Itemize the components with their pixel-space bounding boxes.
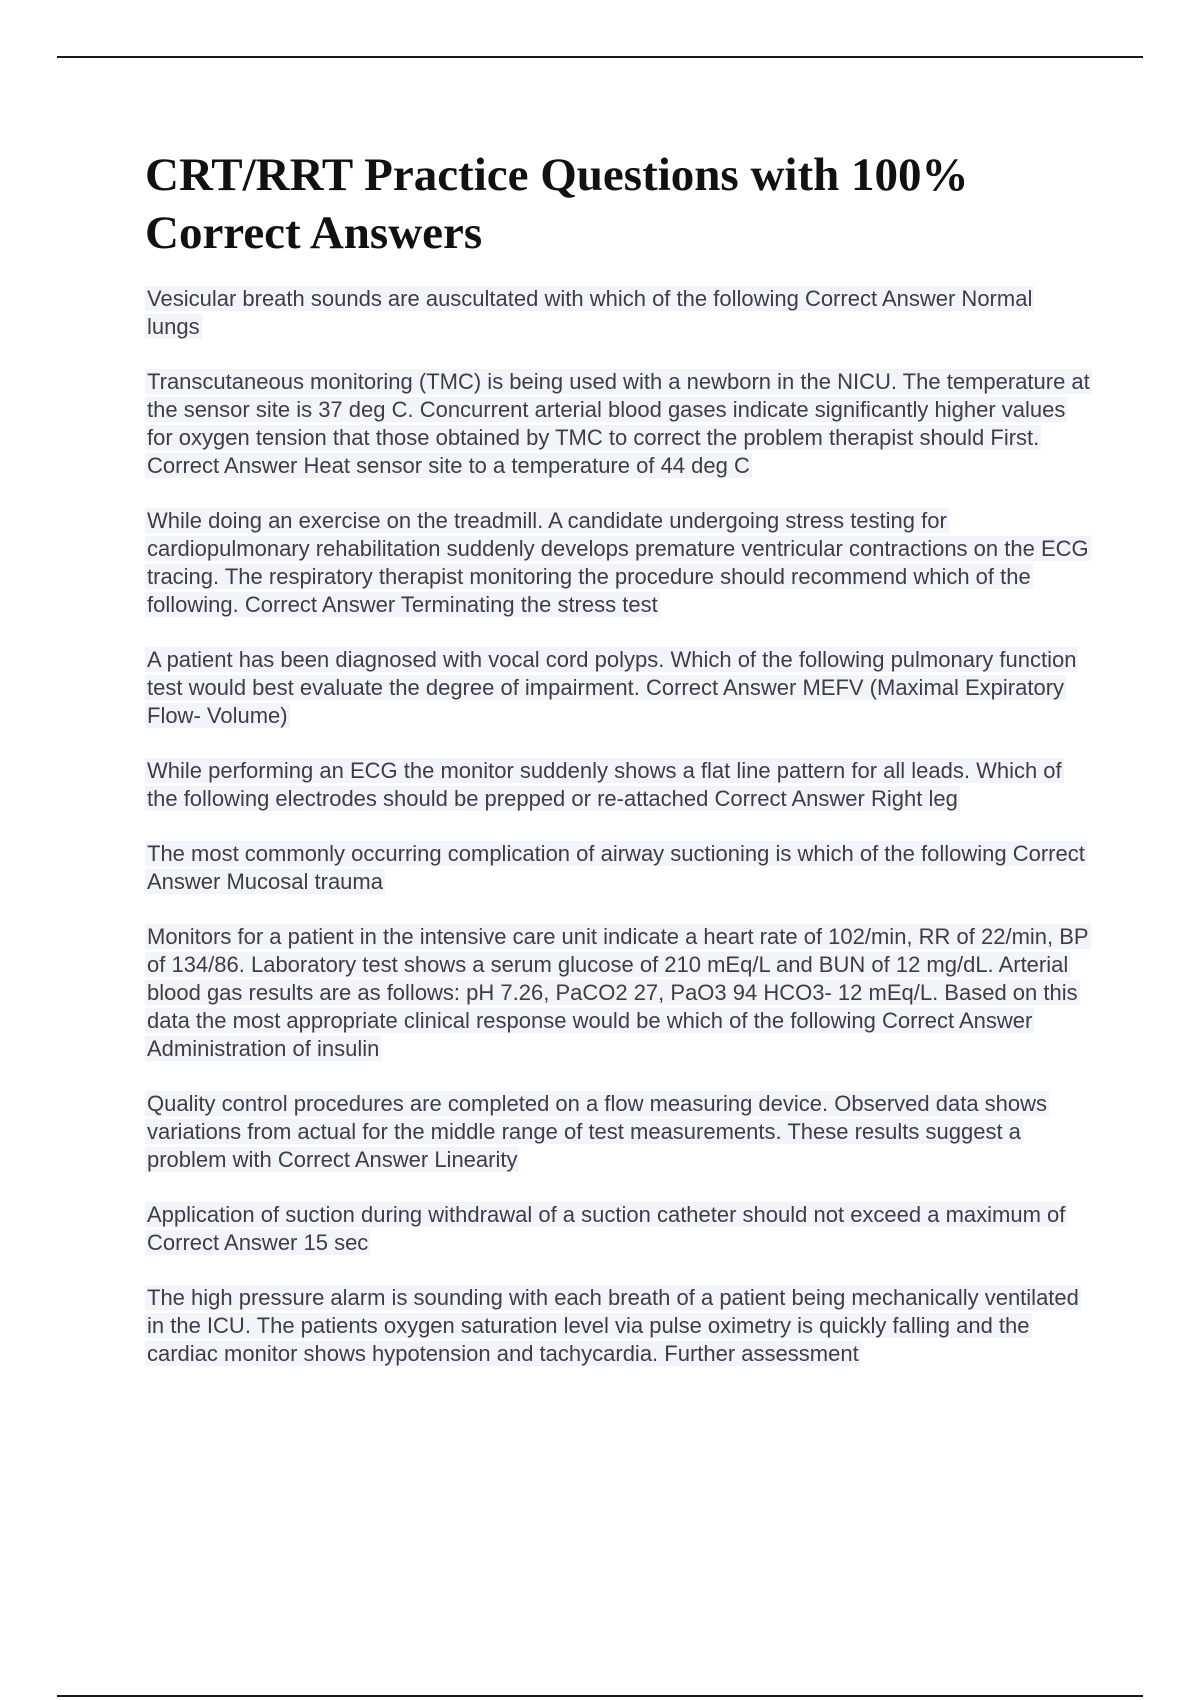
qa-item-7 [145, 923, 1090, 1063]
document-title: CRT/RRT Practice Questions with 100% Correct Answers [145, 149, 969, 259]
qa-text: While performing an ECG the monitor suddenly shows a flat line pattern for all leads. Which of the following electrodes should be prepped or re-attached Correct Answer Right leg [147, 758, 1062, 811]
qa-item-3 [145, 507, 1090, 619]
qa-item-9 [145, 1201, 1090, 1257]
qa-item-4 [145, 646, 1090, 730]
qa-item-5 [145, 757, 1090, 813]
qa-text: The most commonly occurring complication of airway suctioning is which of the following Correct Answer Mucosal trauma [147, 841, 1085, 894]
top-divider [57, 56, 1143, 58]
qa-text: Transcutaneous monitoring (TMC) is being used with a newborn in the NICU. The temperature at the sensor site is 37 deg C. Concurrent arterial blood gases indicate significantly higher values for oxygen tension that those obtained by TMC to correct the problem therapist should First. Correct Answer Heat sensor site to a temperature of 44 deg C [147, 369, 1090, 478]
qa-text: Monitors for a patient in the intensive care unit indicate a heart rate of 102/min, RR of 22/min, BP of 134/86. Laboratory test shows a serum glucose of 210 mEq/L and BUN of 12 mg/dL. Arterial blood gas results are as follows: pH 7.26, PaCO2 27, PaO3 94 HCO3- 12 mEq/L. Based on this data the most appropriate clinical response would be which of the following Correct Answer Administration of insulin [147, 924, 1089, 1061]
qa-text: The high pressure alarm is sounding with each breath of a patient being mechanically ventilated in the ICU. The patients oxygen saturation level via pulse oximetry is quickly falling and the cardiac monitor shows hypotension and tachycardia. Further assessment [147, 1285, 1079, 1366]
qa-item-6 [145, 840, 1090, 896]
bottom-divider [57, 1695, 1143, 1697]
qa-item-1 [145, 285, 1090, 341]
qa-list [145, 285, 1090, 1395]
qa-item-2 [145, 368, 1090, 480]
qa-text: Quality control procedures are completed on a flow measuring device. Observed data shows variations from actual for the middle range of test measurements. These results suggest a problem with Correct Answer Linearity [147, 1091, 1048, 1172]
qa-text: A patient has been diagnosed with vocal cord polyps. Which of the following pulmonary function test would best evaluate the degree of impairment. Correct Answer MEFV (Maximal Expiratory Flow- Volume) [147, 647, 1077, 728]
qa-text: Application of suction during withdrawal of a suction catheter should not exceed a maximum of Correct Answer 15 sec [147, 1202, 1066, 1255]
qa-item-10 [145, 1284, 1090, 1368]
qa-text: Vesicular breath sounds are auscultated with which of the following Correct Answer Normal lungs [147, 286, 1033, 339]
qa-item-8 [145, 1090, 1090, 1174]
qa-text: While doing an exercise on the treadmill. A candidate undergoing stress testing for cardiopulmonary rehabilitation suddenly develops premature ventricular contractions on the ECG tracing. The respiratory therapist monitoring the procedure should recommend which of the following. Correct Answer Terminating the stress test [147, 508, 1089, 617]
